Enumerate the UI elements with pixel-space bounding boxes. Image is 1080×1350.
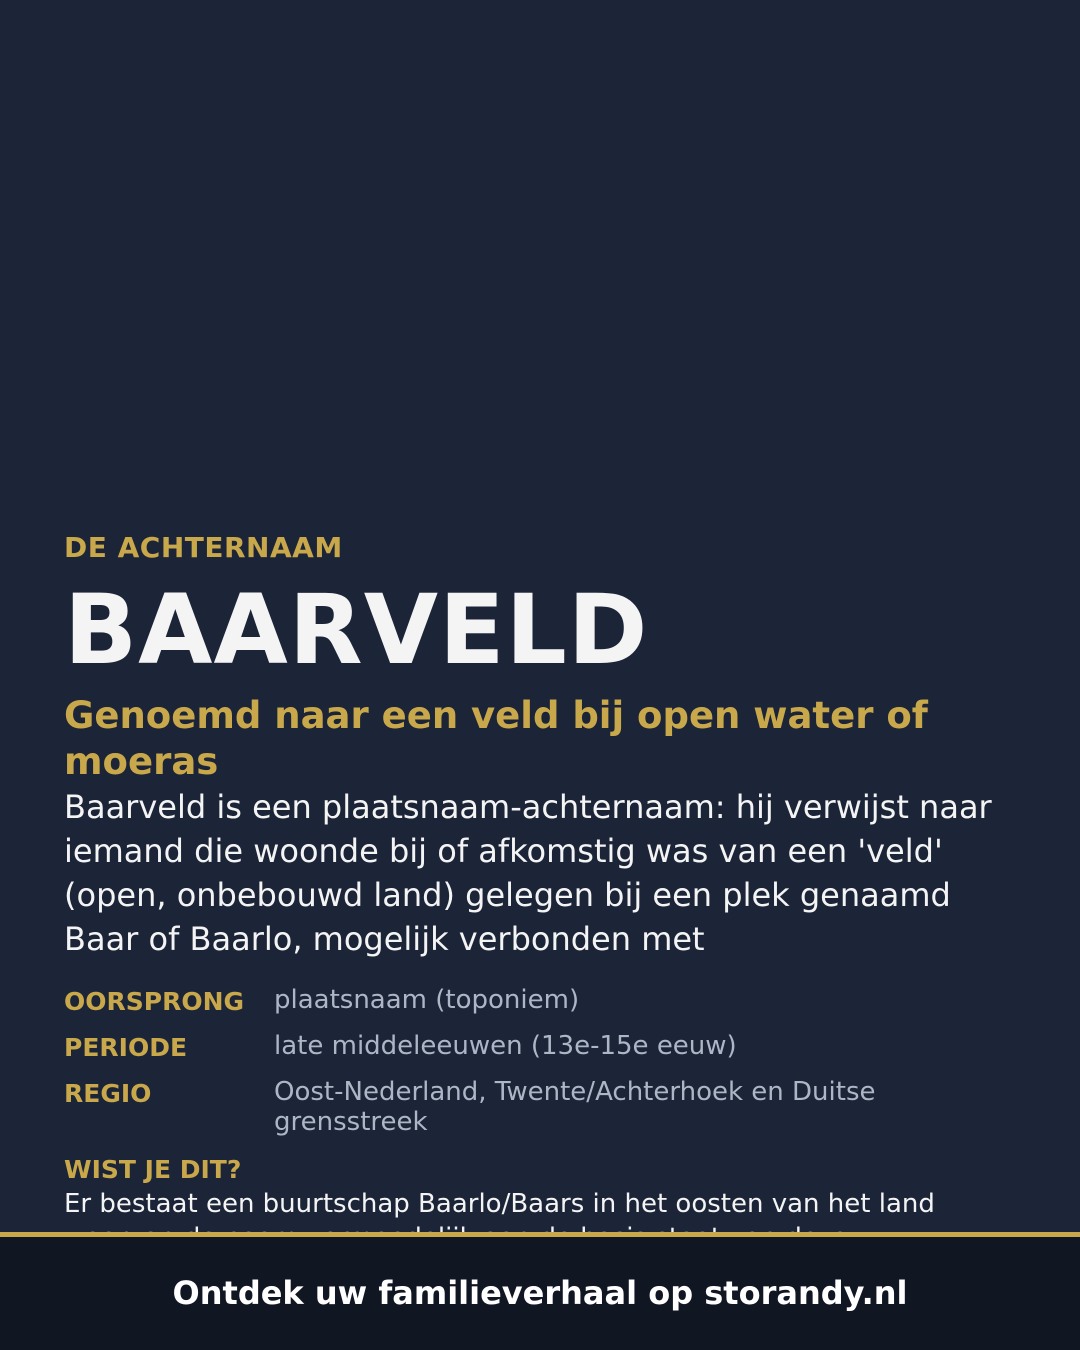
surname-kicker: DE ACHTERNAAM: [64, 531, 343, 564]
did-you-know-text: Er bestaat een buurtschap Baarlo/Baars in het oosten van het land: [64, 1189, 935, 1219]
fact-origin-value: plaatsnaam (toponiem): [274, 985, 580, 1015]
fact-origin-label: OORSPRONG: [64, 987, 245, 1016]
fact-period-label: PERIODE: [64, 1033, 188, 1062]
fact-period: [64, 1031, 1024, 1063]
fact-region: [64, 1077, 1024, 1137]
fact-origin: [64, 985, 1024, 1017]
surname-description: Baarveld is een plaatsnaam-achternaam: hij verwijst naar iemand die woonde bij of afkomstig was van een 'veld' (open, onbebouwd land) gelegen bij een plek genaamd Baar of Baarlo, mogelijk verbonden met: [64, 788, 992, 958]
surname-facts: [64, 985, 1024, 1137]
surname-content: [64, 533, 1024, 1255]
did-you-know-label: WIST JE DIT?: [64, 1155, 242, 1184]
footer-banner: [0, 1237, 1080, 1350]
fact-region-value: Oost-Nederland, Twente/Achterhoek en Duitse grensstreek: [274, 1077, 876, 1137]
fact-region-label: REGIO: [64, 1079, 152, 1108]
fact-period-value: late middeleeuwen (13e-15e eeuw): [274, 1031, 737, 1061]
footer-cta-link[interactable]: Ontdek uw familieverhaal op storandy.nl: [172, 1273, 908, 1312]
surname-title: BAARVELD: [64, 574, 649, 686]
surname-tagline: Genoemd naar een veld bij open water of moeras: [64, 694, 928, 783]
